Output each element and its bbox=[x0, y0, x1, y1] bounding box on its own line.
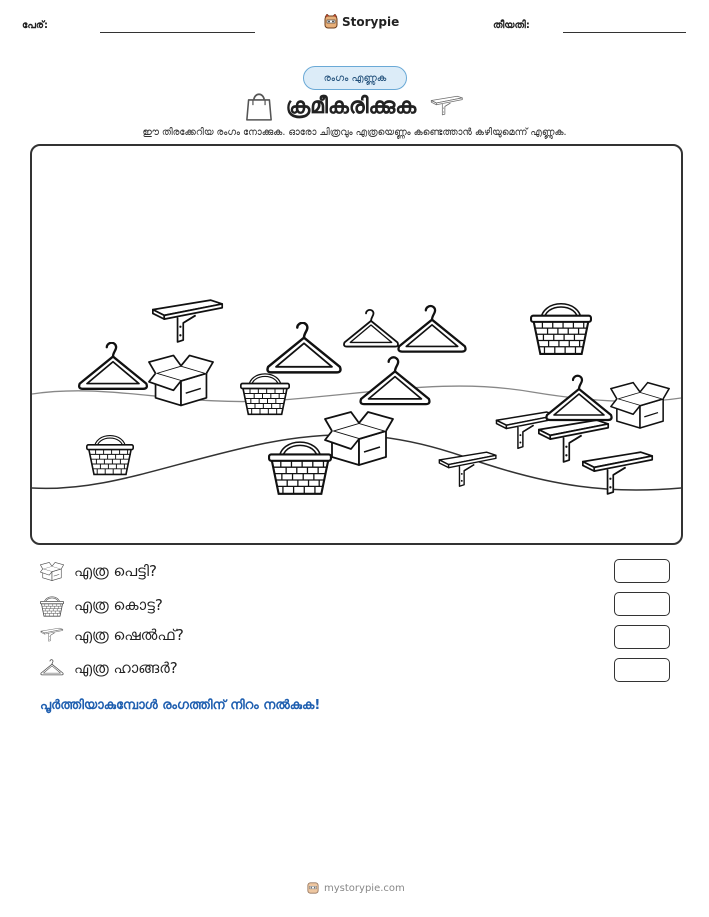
answer-box-hangers[interactable] bbox=[614, 658, 670, 682]
hanger-item bbox=[268, 323, 341, 373]
page-title: ക്രമീകരിക്കുക bbox=[285, 93, 417, 119]
question-text: എത്ര ഷെൽഫ്? bbox=[74, 626, 184, 644]
question-boxes bbox=[40, 560, 157, 582]
name-label: പേര്: bbox=[22, 20, 48, 31]
basket-item bbox=[87, 437, 133, 475]
hanger-icon bbox=[40, 659, 64, 677]
date-label: തീയതി: bbox=[493, 20, 530, 31]
site-footer bbox=[307, 881, 405, 895]
basket-item bbox=[531, 305, 591, 354]
answer-box-boxes[interactable] bbox=[614, 559, 670, 583]
instructions: ഈ തിരക്കേറിയ രംഗം നോക്കുക. ഓരോ ചിത്രവും എത്രയെണ്ണം കണ്ടെത്താൻ കഴിയുമെന്ന് എണ്ണുക. bbox=[142, 127, 567, 138]
site-url: mystorypie.com bbox=[324, 882, 405, 894]
coloring-instruction: പൂർത്തിയാകുമ്പോൾ രംഗത്തിന് നിറം നൽകുക! bbox=[40, 698, 321, 713]
storypie-mascot-icon bbox=[324, 14, 338, 30]
box-item bbox=[325, 412, 393, 465]
hanger-item bbox=[546, 376, 611, 420]
question-hangers bbox=[40, 659, 178, 677]
storypie-mascot-icon bbox=[307, 881, 319, 895]
box-icon bbox=[40, 560, 64, 582]
counting-scene bbox=[30, 144, 683, 545]
hanger-item bbox=[398, 306, 465, 352]
hanger-item bbox=[79, 343, 147, 389]
question-shelves bbox=[40, 626, 184, 644]
date-field[interactable] bbox=[563, 32, 686, 33]
shelf-item bbox=[153, 300, 222, 342]
question-baskets bbox=[40, 593, 163, 617]
basket-item bbox=[269, 444, 331, 494]
answer-box-baskets[interactable] bbox=[614, 592, 670, 616]
box-item bbox=[149, 355, 213, 405]
hanger-item bbox=[361, 357, 430, 404]
shelf-icon bbox=[430, 95, 464, 117]
shelf-icon bbox=[40, 626, 64, 644]
name-field[interactable] bbox=[100, 32, 255, 33]
scene-illustration bbox=[32, 146, 681, 543]
brand-name: Storypie bbox=[342, 15, 400, 29]
answer-box-shelves[interactable] bbox=[614, 625, 670, 649]
page-title-row bbox=[200, 88, 510, 124]
brand-logo bbox=[324, 14, 399, 30]
question-text: എത്ര പെട്ടി? bbox=[74, 562, 158, 580]
shopping-bag-icon bbox=[246, 91, 272, 121]
shelf-item bbox=[539, 420, 608, 462]
question-text: എത്ര കൊട്ട? bbox=[74, 596, 163, 614]
basket-icon bbox=[40, 593, 64, 617]
basket-item bbox=[241, 375, 289, 414]
hanger-item bbox=[344, 310, 398, 347]
category-badge: രംഗം എണ്ണുക bbox=[303, 66, 407, 90]
question-text: എത്ര ഹാങ്ങർ? bbox=[74, 659, 178, 677]
shelf-item bbox=[439, 452, 496, 486]
box-item bbox=[611, 383, 669, 428]
